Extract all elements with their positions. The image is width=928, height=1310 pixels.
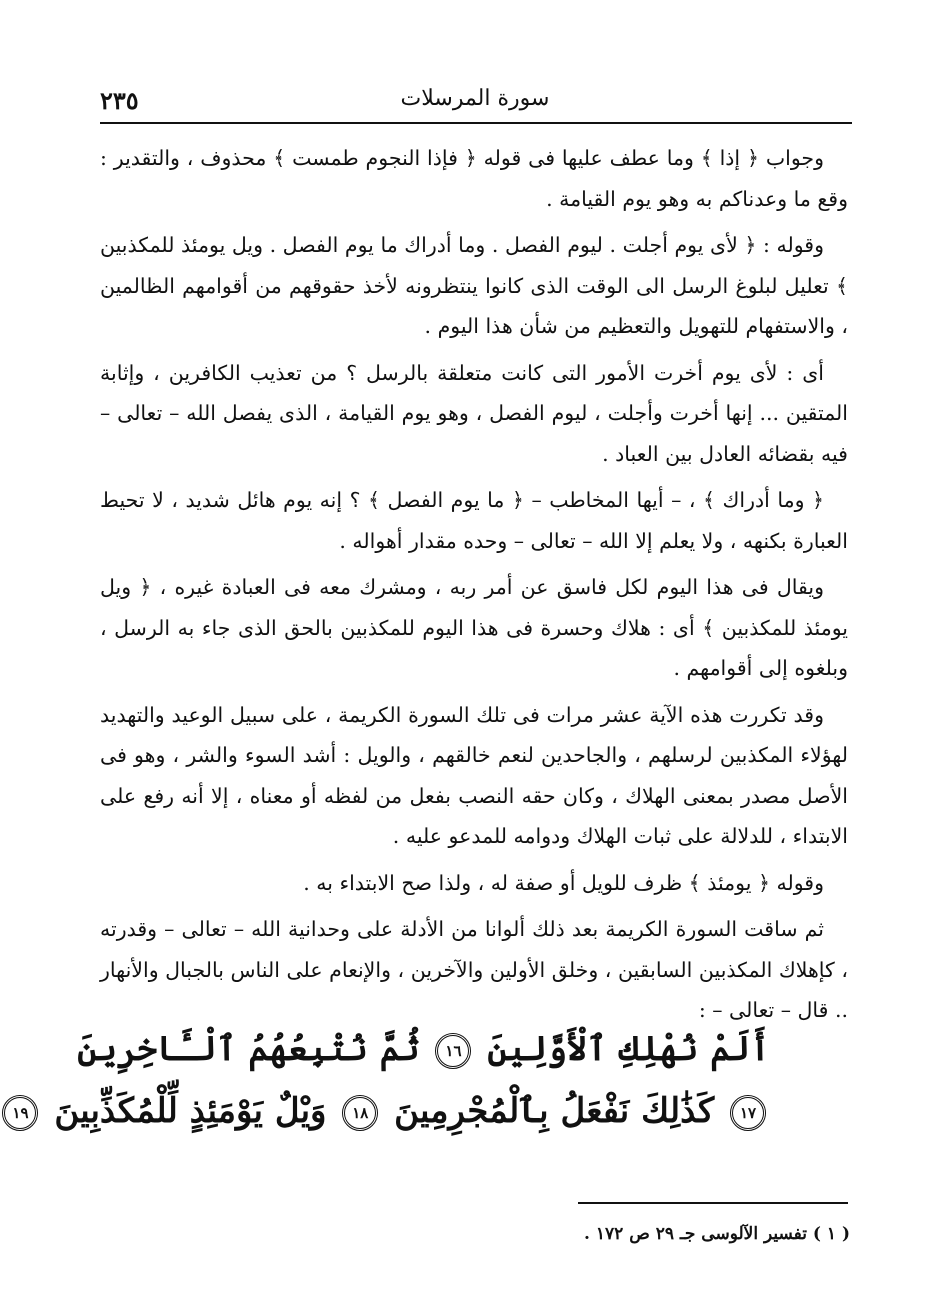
paragraph: أى : لأى يوم أخرت الأمور التى كانت متعلقة بالرسل ؟ من تعذيب الكافرين ، وإثابة المتقين ... إنها أخرت وأجلت ، ليوم الفصل ، وهو يوم القيامة ، الذى يفصل الله – تعالى – فيه بقضائه العادل بين العباد .	[100, 360, 848, 466]
paragraph: ثم ساقت السورة الكريمة بعد ذلك ألوانا من الأدلة على وحدانية الله – تعالى – وقدرته ، كإهلاك المكذبين السابقين ، وخلق الأولين والآخرين ، والإنعام على الناس بالجبال والأنهار .. قال – تعالى – :	[100, 917, 848, 1022]
page-number: ٢٣٥	[100, 86, 139, 115]
page-header	[100, 78, 850, 118]
paragraph: وقد تكررت هذه الآية عشر مرات فى تلك السورة الكريمة ، على سبيل الوعيد والتهديد لهؤلاء المكذبين لرسلهم ، والجاحدين لنعم خالقهم ، والويل : أشد السوء والشر ، وهو فى الأصل مصدر بمعنى الهلاك ، وكان حقه النصب بفعل من لفظه أو معناه ، إلا أنه رفع على الابتداء ، للدلالة على ثبات الهلاك ودوامه للمدعو عليه .	[100, 702, 848, 848]
paragraph: ويقال فى هذا اليوم لكل فاسق عن أمر ربه ، ومشرك معه فى العبادة غيره ، ﴿ ويل يومئذ للمكذبين ﴾ أى : هلاك وحسرة فى هذا اليوم للمكذبين بالحق الذى جاء به الرسل ، وبلغوه إلى أقوامهم .	[100, 575, 848, 680]
footnote-rule	[578, 1202, 848, 1204]
ayah-number-marker: ١٨	[342, 1095, 378, 1131]
paragraph: وقوله : ﴿ لأى يوم أجلت . ليوم الفصل . وما أدراك ما يوم الفصل . ويل يومئذ للمكذبين ﴾ تعليل لبلوغ الرسل الى الوقت الذى كانوا ينتظرونه لأخذ حقوقهم من أقوامهم الظالمين ، والاستفهام للتهويل والتعظيم من شأن هذا اليوم .	[100, 233, 848, 338]
quran-verses	[12, 1018, 770, 1142]
running-title: سورة المرسلات	[400, 86, 550, 111]
commentary-text	[100, 138, 848, 1037]
verse-text: أَلَمْ نُهْلِكِ ٱلْأَوَّلِينَ	[487, 1029, 770, 1069]
verse-line	[77, 1018, 770, 1080]
verse-text: كَذَٰلِكَ نَفْعَلُ بِٱلْمُجْرِمِينَ	[394, 1091, 715, 1131]
verse-text: وَيْلٌ يَوْمَئِذٍ لِّلْمُكَذِّبِينَ	[54, 1091, 327, 1131]
ayah-number-marker: ١٩	[2, 1095, 38, 1131]
footnote: ( ١ ) تفسير الآلوسى جـ ٢٩ ص ١٧٢ .	[584, 1224, 850, 1244]
header-rule	[100, 122, 852, 124]
verse-line	[12, 1080, 770, 1142]
verse-text: ثُمَّ نُتْبِعُهُمُ ٱلْـَٔاخِرِينَ	[77, 1029, 420, 1069]
ayah-number-marker: ١٦	[435, 1033, 471, 1069]
paragraph: ﴿ وما أدراك ﴾ ، – أيها المخاطب – ﴿ ما يوم الفصل ﴾ ؟ إنه يوم هائل شديد ، لا تحيط العبارة بكنهه ، ولا يعلم إلا الله – تعالى – وحده مقدار أهواله .	[100, 488, 848, 553]
paragraph: وجواب ﴿ إذا ﴾ وما عطف عليها فى قوله ﴿ فإذا النجوم طمست ﴾ محذوف ، والتقدير : وقع ما وعدناكم به وهو يوم القيامة .	[100, 146, 848, 211]
ayah-number-marker: ١٧	[730, 1095, 766, 1131]
paragraph: وقوله ﴿ يومئذ ﴾ ظرف للويل أو صفة له ، ولذا صح الابتداء به .	[303, 870, 824, 895]
